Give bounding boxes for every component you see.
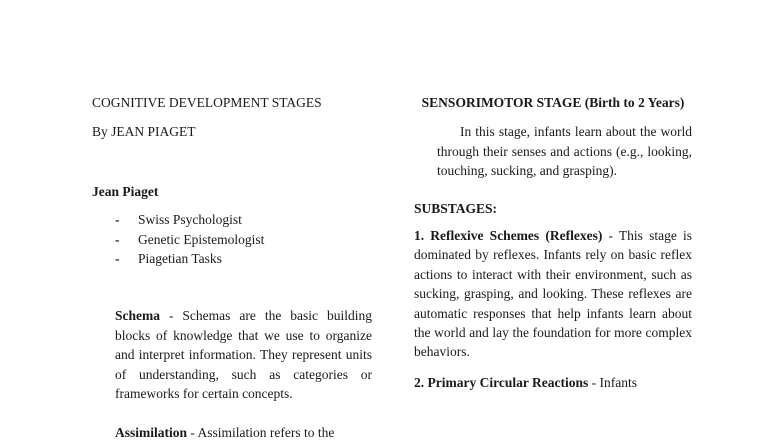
list-item xyxy=(115,210,372,229)
dash-bullet: - xyxy=(115,251,120,267)
dash-bullet: - xyxy=(115,212,120,228)
substage-1-term: 1. Reflexive Schemes (Reflexes) xyxy=(414,228,603,244)
document-title: COGNITIVE DEVELOPMENT STAGES xyxy=(92,95,322,110)
substage-2-text: - Infants xyxy=(588,374,637,390)
right-column xyxy=(414,93,692,403)
left-column xyxy=(92,93,372,443)
substage-1-paragraph xyxy=(414,226,692,362)
author-line: By JEAN PIAGET xyxy=(92,124,196,140)
schema-paragraph xyxy=(115,306,372,403)
substage-2-term: 2. Primary Circular Reactions xyxy=(414,374,589,390)
substage-1-text: - This stage is dominated by reflexes. Infants rely on basic reflex actions to interact with their environment, such as sucking, grasping, and looking. These reflexes are automatic responses that help infants learn about the world and lay the foundation for more complex behaviors. xyxy=(414,228,693,360)
bullet-list xyxy=(92,210,372,268)
list-item xyxy=(115,249,372,268)
assimilation-definition: - Assimilation refers to the xyxy=(187,425,335,441)
substages-heading: SUBSTAGES: xyxy=(414,200,498,216)
schema-term: Schema xyxy=(115,308,160,324)
list-item-text: Piagetian Tasks xyxy=(138,251,222,267)
list-item-text: Swiss Psychologist xyxy=(138,212,242,228)
schema-definition: - Schemas are the basic building blocks of knowledge that we use to organize and interpret information. They represent units of understanding, such as categories or frameworks for certain concepts. xyxy=(115,308,372,402)
substage-2-paragraph xyxy=(414,373,692,392)
dash-bullet: - xyxy=(115,231,120,247)
stage-intro: In this stage, infants learn about the world through their senses and actions (e.g., looking, touching, sucking, and grasping). xyxy=(437,124,692,179)
assimilation-term: Assimilation xyxy=(115,425,188,441)
list-item xyxy=(115,230,372,249)
list-item-text: Genetic Epistemologist xyxy=(138,231,265,247)
person-heading: Jean Piaget xyxy=(92,183,159,199)
assimilation-paragraph xyxy=(115,423,372,442)
section-title: SENSORIMOTOR STAGE (Birth to 2 Years) xyxy=(421,95,685,110)
